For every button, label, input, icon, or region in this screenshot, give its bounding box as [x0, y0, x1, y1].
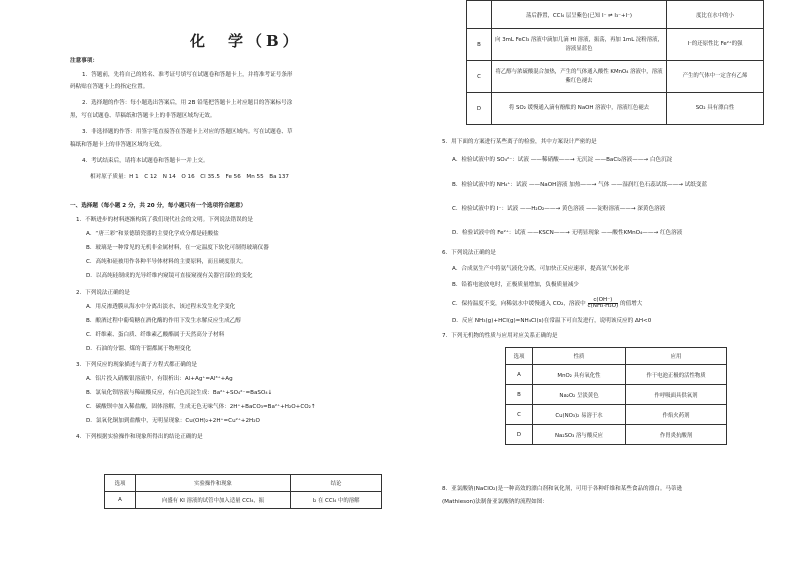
- table-cell: 作干电池正极的活性物质: [626, 365, 727, 385]
- question-stem: 8．亚氯酸钠(NaClO₂)是一种高效的漂白剂和氧化剂，可用于各种纤维和某些食品的漂白。马蒂逊: [442, 486, 683, 492]
- table-header: 应用: [626, 348, 727, 365]
- page-title: 化 学（B）: [190, 32, 302, 50]
- notice-line: 3．非选择题的作答：用签字笔直接答在答题卡上对应的答题区域内。写在试题卷、草: [82, 129, 293, 135]
- notice-line: 1．答题前，先将自己的姓名、准考证号填写在试题卷和答题卡上，并将准考证号条形: [82, 72, 293, 78]
- table-row: [467, 93, 764, 125]
- table-header: 选项: [506, 348, 533, 365]
- fraction-denominator: c(NH₃·H₂O): [587, 303, 619, 309]
- option: A．“唐三彩”和景德镇瓷器的主要化学成分都是硅酸盐: [86, 231, 219, 237]
- table-cell: C: [467, 61, 492, 93]
- table-row: [467, 1, 764, 29]
- table-header: 选项: [105, 475, 136, 492]
- table-cell: D: [506, 425, 533, 445]
- table-row: [467, 61, 764, 93]
- table-cell: 产生的气体中一定含有乙烯: [667, 61, 764, 93]
- notice-line: 稿纸和答题卡上的非答题区域均无效。: [70, 142, 166, 148]
- table-row: [105, 492, 382, 509]
- question-stem-continued: (Mathieson)法制备亚氯酸钠的流程如图：: [442, 499, 548, 505]
- option: D．以高纯硅制成的光导纤维内窥镜可直接窥视有关器官部位的变化: [86, 273, 253, 279]
- option: C．碳酸钡中加入稀盐酸，固体溶解，生成无色无味气体：2H⁺+BaCO₃=Ba²⁺+H₂O+CO₂↑: [86, 404, 316, 410]
- section-heading: 一、选择题（每小题 2 分，共 20 分，每小题只有一个选项符合题意）: [70, 203, 247, 209]
- notice-line: 2．选择题的作答：每小题选出答案后，用 2B 铅笔把答题卡上对应题目的答案标号涂: [82, 100, 293, 106]
- option: B．检验试液中的 NH₄⁺：试液 ——NaOH溶液 加热——→ 气体 ——湿润红色石蕊试纸——→ 试纸变蓝: [452, 182, 708, 188]
- table-cell: 作胃炎抗酸剂: [626, 425, 727, 445]
- table-cell: SO₂ 具有漂白性: [667, 93, 764, 125]
- question-stem: 3．下列反应的现象描述与离子方程式都正确的是: [76, 362, 198, 368]
- table-row: [506, 385, 727, 405]
- option-text: C．保持温度不变，向稀氨水中缓慢通入 CO₂，溶液中: [452, 301, 586, 307]
- table-cell: 度比在水中的小: [667, 1, 764, 29]
- notice-line: 码粘贴在答题卡上的指定位置。: [70, 84, 149, 90]
- table-cell: 作呼吸面具供氧剂: [626, 385, 727, 405]
- question-stem: 6．下列说法正确的是: [442, 250, 496, 256]
- option: C．检验试液中的 I⁻：试液 ——H₂O₂——→ 黄色溶液 ——淀粉溶液——→ 深黄色溶液: [452, 206, 666, 212]
- option: D．反应 NH₃(g)+HCl(g)=NH₄Cl(s)在常温下可自发进行，说明该反应的 ΔH<0: [452, 318, 652, 324]
- option: C．纤维素、蛋白质、纤维素乙酸酯属于天然高分子材料: [86, 332, 225, 338]
- option: B．玻璃是一种常见的无机非金属材料，在一定温度下软化可制得玻璃仪器: [86, 245, 269, 251]
- table-cell: B: [506, 385, 533, 405]
- q4-table: [104, 474, 382, 509]
- option: D．检验试液中的 Fe²⁺：试液 ——KSCN——→ 无明显现象 ——酸性KMnO₄——→ 红色溶液: [452, 230, 683, 236]
- table-header: 结论: [291, 475, 382, 492]
- option: B．酿酒过程中葡萄糖在酒化酶的作用下发生水解反应生成乙醇: [86, 318, 241, 324]
- notice-line: 4．考试结束后，请将本试题卷和答题卡一并上交。: [82, 158, 209, 164]
- table-row: [506, 365, 727, 385]
- option: [452, 298, 642, 309]
- table-cell: 将 SO₂ 缓慢通入滴有酚酞的 NaOH 溶液中，溶液红色褪去: [492, 93, 667, 125]
- table-cell: C: [506, 405, 533, 425]
- option: A．检验试液中的 SO₄²⁻：试液 ——稀硝酸——→ 无沉淀 ——BaCl₂溶液——→ 白色沉淀: [452, 157, 673, 163]
- question-stem: 4．下列根据实验操作和现象所得出的结论正确的是: [76, 434, 203, 440]
- table-cell: Cu(NO₃)₂ 易溶于水: [533, 405, 626, 425]
- table-cell: 荡后静置，CCl₄ 层呈紫色(已知 I⁻ ⇌ I₃⁻+I⁻): [492, 1, 667, 29]
- table-cell: [467, 1, 492, 29]
- option: D．石油的分馏、煤的干馏都属于物理变化: [86, 346, 191, 352]
- question-stem: 1．不断进步的材料逐渐构筑了我们现代社会的文明。下列说法错误的是: [76, 217, 253, 223]
- option: A．铝片投入硝酸银溶液中，有银析出：Al+Ag⁺=Al³⁺+Ag: [86, 376, 233, 382]
- table-cell: B: [467, 29, 492, 61]
- table-row: [506, 425, 727, 445]
- table-cell: MnO₂ 具有氧化性: [533, 365, 626, 385]
- table-row: [467, 29, 764, 61]
- table-cell: D: [467, 93, 492, 125]
- option: A．合成氨生产中将氨气液化分离，可加快正反应速率，提高氢气转化率: [452, 266, 630, 272]
- notice-heading: 注意事项：: [70, 58, 98, 64]
- table-cell: Na₂O₂ 呈淡黄色: [533, 385, 626, 405]
- q4-table-continued: [466, 0, 764, 125]
- fraction-numerator: c(OH⁻): [588, 298, 619, 304]
- table-cell: 向盛有 KI 溶液的试管中加入适量 CCl₄，振: [136, 492, 291, 509]
- option: D．氯氧化铜加到盐酸中，无明显现象：Cu(OH)₂+2H⁺=Cu²⁺+2H₂O: [86, 418, 260, 424]
- table-header: 实验操作和现象: [136, 475, 291, 492]
- fraction: [588, 298, 619, 309]
- q7-table: [505, 347, 727, 445]
- option: A．用反渗透膜从海水中分离出淡水，该过程未发生化学变化: [86, 304, 236, 310]
- question-stem: 7．下列无机物的性质与应用对应关系正确的是: [442, 333, 558, 339]
- atomic-masses: 相对原子质量：H 1 C 12 N 14 O 16 Cl 35.5 Fe 56 Mn 55 Ba 137: [90, 174, 289, 180]
- table-cell: A: [506, 365, 533, 385]
- table-cell: 作焰火药剂: [626, 405, 727, 425]
- option: B．铅蓄电池放电时，正极质量增加，负极质量减少: [452, 282, 579, 288]
- notice-line: 黑，写在试题卷、草稿纸和答题卡上的非答题区域均无效。: [70, 113, 216, 119]
- table-header: 性质: [533, 348, 626, 365]
- option: C．高纯和硅被用作各种半导体材料的主要原料，而且硬度很大。: [86, 259, 247, 265]
- table-cell: I⁻的还原性比 Fe²⁺的强: [667, 29, 764, 61]
- table-cell: 将乙醇与浓硫酸混合加热，产生的气体通入酸性 KMnO₄ 溶液中，溶液紫红色褪去: [492, 61, 667, 93]
- table-cell: Na₂SO₃ 溶与酸反应: [533, 425, 626, 445]
- question-stem: 5．用下面的方案进行某些离子的检验，其中方案设计严密的是: [442, 139, 597, 145]
- option-tail: 的值增大: [619, 301, 643, 307]
- table-row: [506, 405, 727, 425]
- option: B．氯氧化钡溶液与稀硫酸反应，有白色沉淀生成：Ba²⁺+SO₄²⁻=BaSO₄↓: [86, 390, 273, 396]
- question-stem: 2．下列说法正确的是: [76, 290, 130, 296]
- table-cell: I₂ 在 CCl₄ 中的溶解: [291, 492, 382, 509]
- table-cell: A: [105, 492, 136, 509]
- table-cell: 向 3mL FeCl₃ 溶液中滴加几滴 HI 溶液，振荡，再加 1mL 淀粉溶液，溶液显蓝色: [492, 29, 667, 61]
